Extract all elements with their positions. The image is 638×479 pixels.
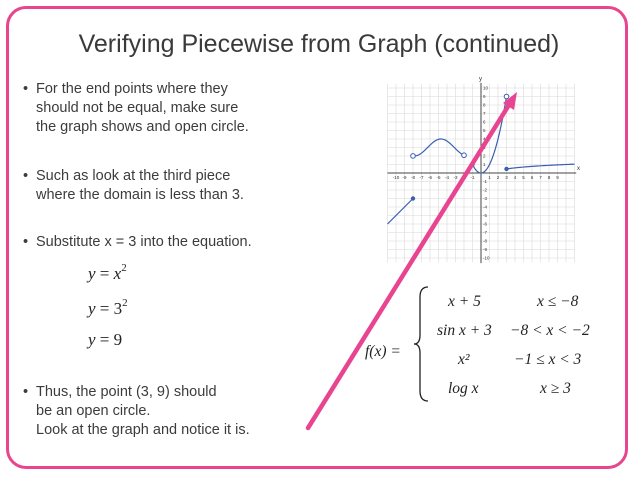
x-tick-label: 6 — [530, 175, 534, 180]
equation-y-equals-3-squared: $y = 3^2$ — [88, 297, 128, 318]
piecewise-function-name: f(x) = — [365, 343, 401, 360]
piecewise-domain: x ≥ 3 — [540, 380, 571, 397]
piecewise-domain: x ≤ −8 — [537, 293, 579, 310]
bullet-line: should not be equal, make sure — [36, 100, 239, 116]
y-tick-label: -8 — [483, 238, 488, 244]
equation-y-equals-x-squared: $y = x^2$ — [88, 262, 127, 283]
bullet-line: For the end points where they — [36, 81, 228, 97]
bullet-dot: • — [23, 234, 29, 250]
piecewise-expr: log x — [448, 380, 479, 397]
y-tick-label: -9 — [483, 247, 488, 253]
piecewise-domain: −8 < x < −2 — [510, 322, 590, 339]
x-axis-label: x — [577, 166, 581, 172]
bullet-dot: • — [23, 168, 29, 184]
piecewise-expr: x² — [458, 351, 470, 368]
y-tick-label: 8 — [483, 102, 486, 108]
y-tick-label: -2 — [483, 187, 488, 193]
x-tick-label: -6 — [427, 175, 433, 180]
x-tick-label: -1 — [470, 175, 475, 180]
bullet-line: Thus, the point (3, 9) should — [36, 384, 217, 400]
x-tick-label: -10 — [392, 175, 400, 180]
x-tick-label: 7 — [539, 175, 542, 180]
x-tick-label: 5 — [522, 175, 525, 180]
x-tick-label: -7 — [419, 175, 424, 180]
x-tick-label: 8 — [547, 175, 551, 180]
y-tick-label: -5 — [483, 213, 488, 219]
slide-title: Verifying Piecewise from Graph (continued) — [78, 30, 560, 58]
x-tick-label: -5 — [436, 175, 441, 180]
y-tick-label: -10 — [483, 255, 490, 261]
y-tick-label: -1 — [483, 179, 488, 185]
x-tick-label: -3 — [453, 175, 458, 180]
piecewise-expr: sin x + 3 — [437, 322, 492, 339]
x-tick-label: 3 — [505, 175, 508, 180]
x-tick-label: -8 — [410, 175, 416, 180]
bullet-line: Such as look at the third piece — [36, 168, 231, 184]
bullet-dot: • — [23, 384, 29, 400]
bullet-line: Look at the graph and notice it is. — [36, 422, 250, 438]
y-tick-label: 10 — [483, 85, 489, 91]
y-tick-label: 5 — [483, 128, 486, 134]
y-tick-label: -6 — [483, 221, 488, 227]
y-tick-label: -3 — [483, 196, 488, 202]
y-tick-label: 7 — [483, 111, 486, 117]
bullet-line: the graph shows and open circle. — [36, 119, 249, 135]
y-tick-label: 9 — [483, 94, 486, 100]
bullet-dot: • — [23, 81, 29, 97]
x-tick-label: 2 — [496, 175, 500, 180]
y-tick-label: 4 — [483, 136, 486, 142]
y-tick-label: -7 — [483, 230, 488, 236]
y-tick-label: 1 — [483, 162, 486, 168]
y-axis-label: y — [479, 76, 482, 83]
y-tick-label: 2 — [483, 153, 486, 159]
x-tick-label: -4 — [444, 175, 450, 180]
piecewise-domain: −1 ≤ x < 3 — [514, 351, 582, 368]
bullet-line: Substitute x = 3 into the equation. — [36, 234, 252, 250]
x-tick-label: 1 — [488, 175, 491, 180]
bullet-line: where the domain is less than 3. — [36, 187, 244, 203]
piecewise-expr: x + 5 — [448, 293, 481, 310]
y-tick-label: -4 — [483, 204, 488, 210]
bullet-line: be an open circle. — [36, 403, 151, 419]
x-tick-label: 9 — [556, 175, 559, 180]
equation-y-equals-9: y = 9 — [88, 330, 123, 349]
y-tick-label: 6 — [483, 119, 486, 125]
x-tick-label: -9 — [402, 175, 407, 180]
x-tick-label: 4 — [513, 175, 517, 180]
